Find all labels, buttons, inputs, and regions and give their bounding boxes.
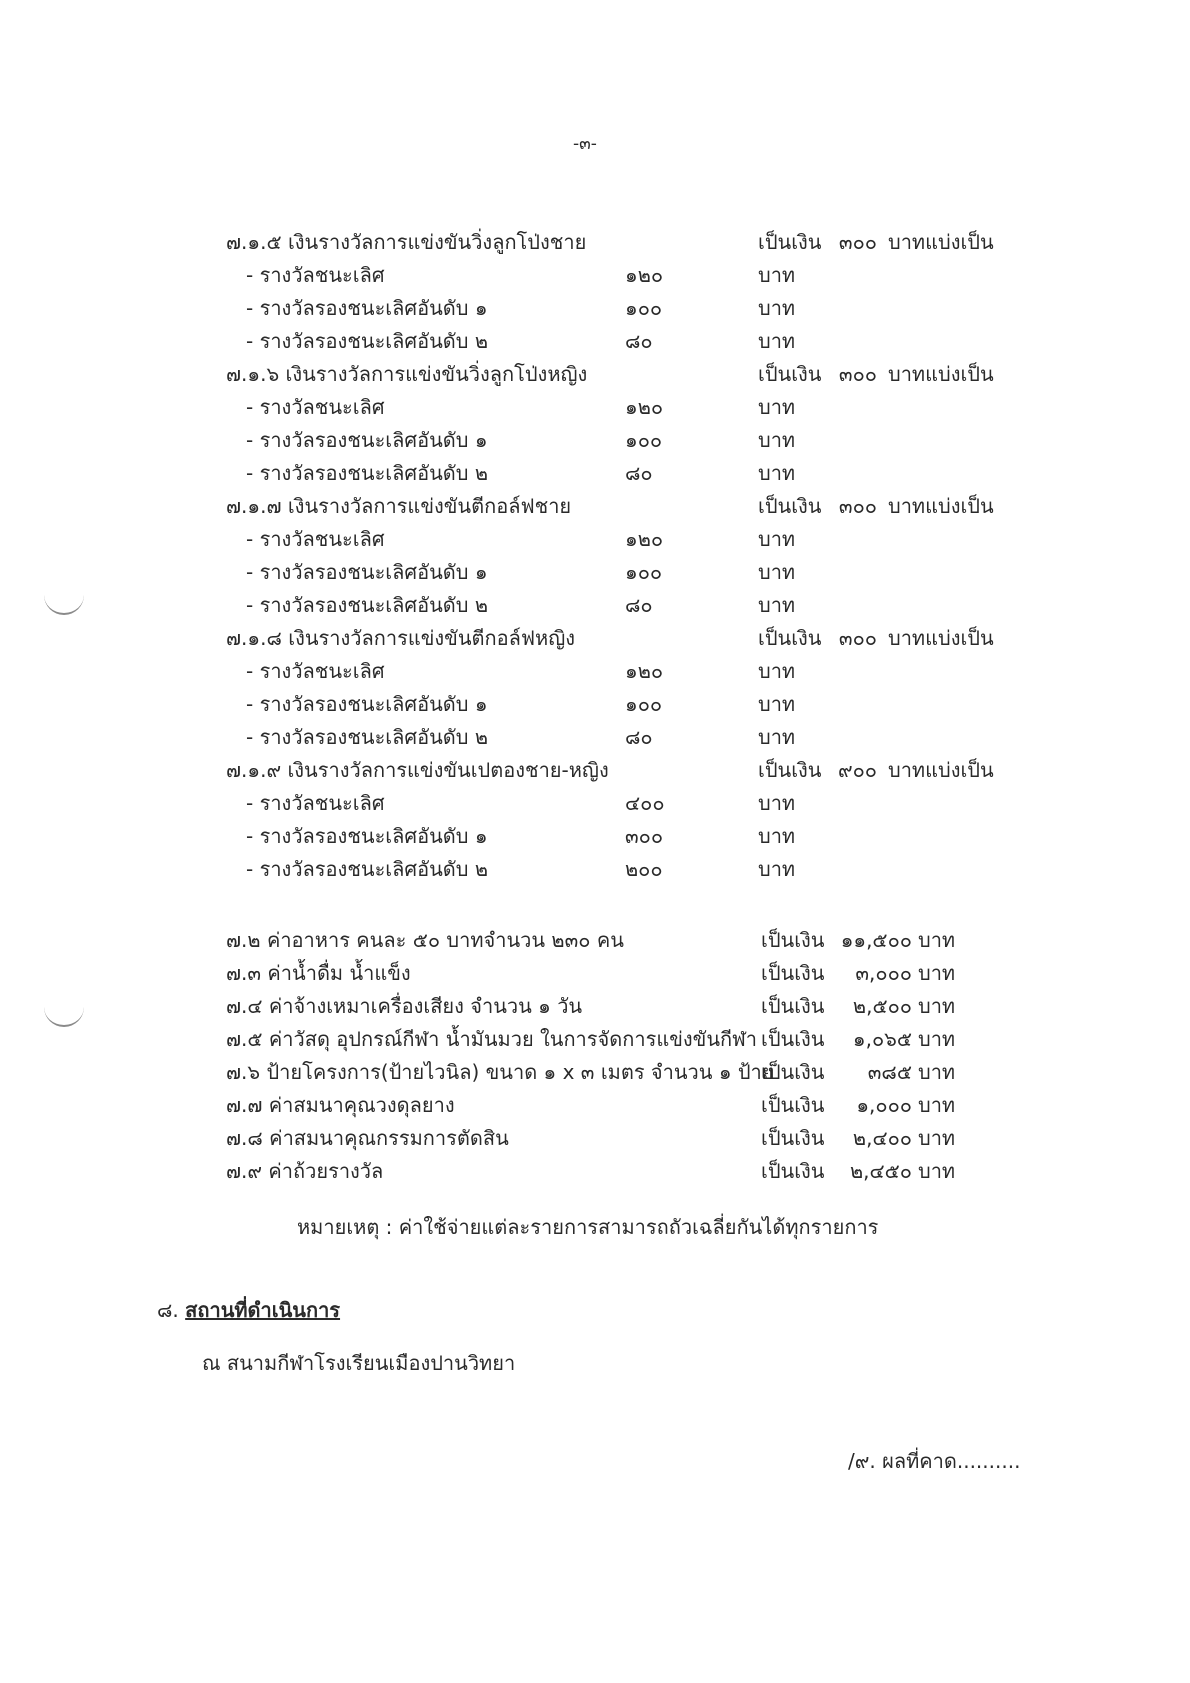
expense-unit: บาท: [918, 1060, 956, 1084]
award-total-prefix: เป็นเงิน: [758, 494, 822, 518]
prize-label: - รางวัลชนะเลิศ: [246, 659, 385, 683]
award-total-prefix: เป็นเงิน: [758, 758, 822, 782]
prize-label: - รางวัลรองชนะเลิศอันดับ ๑: [246, 560, 488, 584]
expense-amount: ๑,๐๖๕: [852, 1027, 912, 1051]
award-total-amount: ๓๐๐: [838, 230, 877, 254]
prize-amount: ๑๒๐: [625, 659, 664, 683]
expense-unit: บาท: [918, 928, 956, 952]
prize-unit: บาท: [758, 395, 796, 419]
prize-amount: ๘๐: [625, 593, 653, 617]
prize-amount: ๑๒๐: [625, 527, 664, 551]
prize-label: - รางวัลชนะเลิศ: [246, 395, 385, 419]
expense-prefix: เป็นเงิน: [761, 1060, 825, 1084]
expense-label: ๗.๔ ค่าจ้างเหมาเครื่องเสียง จำนวน ๑ วัน: [226, 994, 583, 1018]
section-title: สถานที่ดำเนินการ: [185, 1298, 341, 1322]
page-number: -๓-: [573, 134, 597, 154]
award-total-suffix: บาทแบ่งเป็น: [888, 362, 994, 386]
prize-unit: บาท: [758, 593, 796, 617]
expense-amount: ๑๑,๕๐๐: [840, 928, 912, 952]
prize-label: - รางวัลชนะเลิศ: [246, 263, 385, 287]
expense-amount: ๑,๐๐๐: [856, 1093, 912, 1117]
expense-prefix: เป็นเงิน: [761, 961, 825, 985]
expense-label: ๗.๒ ค่าอาหาร คนละ ๕๐ บาทจำนวน ๒๓๐ คน: [226, 928, 624, 952]
expense-amount: ๓๘๕: [867, 1060, 912, 1084]
prize-amount: ๒๐๐: [625, 857, 663, 881]
prize-unit: บาท: [758, 824, 796, 848]
award-total-prefix: เป็นเงิน: [758, 626, 822, 650]
prize-unit: บาท: [758, 428, 796, 452]
award-total-amount: ๙๐๐: [837, 758, 877, 782]
prize-label: - รางวัลรองชนะเลิศอันดับ ๒: [246, 725, 489, 749]
award-total-prefix: เป็นเงิน: [758, 362, 822, 386]
award-group-heading: ๗.๑.๘ เงินรางวัลการแข่งขันตีกอล์ฟหญิง: [226, 626, 576, 650]
expense-prefix: เป็นเงิน: [761, 1093, 825, 1117]
remark-note: หมายเหตุ : ค่าใช้จ่ายแต่ละรายการสามารถถัวเฉลี่ยกันได้ทุกรายการ: [297, 1215, 879, 1239]
award-total-suffix: บาทแบ่งเป็น: [888, 230, 994, 254]
expense-unit: บาท: [918, 1093, 956, 1117]
prize-amount: ๑๐๐: [625, 296, 663, 320]
prize-unit: บาท: [758, 329, 796, 353]
prize-amount: ๘๐: [625, 329, 653, 353]
award-total-suffix: บาทแบ่งเป็น: [888, 758, 994, 782]
prize-label: - รางวัลรองชนะเลิศอันดับ ๑: [246, 428, 488, 452]
expense-unit: บาท: [918, 961, 956, 985]
expense-label: ๗.๗ ค่าสมนาคุณวงดุลยาง: [226, 1093, 455, 1117]
prize-amount: ๘๐: [625, 461, 653, 485]
prize-amount: ๔๐๐: [625, 791, 665, 815]
prize-amount: ๑๐๐: [625, 428, 663, 452]
prize-amount: ๘๐: [625, 725, 653, 749]
award-total-suffix: บาทแบ่งเป็น: [888, 494, 994, 518]
prize-label: - รางวัลรองชนะเลิศอันดับ ๒: [246, 857, 489, 881]
award-total-amount: ๓๐๐: [838, 626, 877, 650]
prize-amount: ๑๐๐: [625, 560, 663, 584]
expense-label: ๗.๘ ค่าสมนาคุณกรรมการตัดสิน: [226, 1126, 509, 1150]
prize-label: - รางวัลรองชนะเลิศอันดับ ๒: [246, 593, 489, 617]
expense-prefix: เป็นเงิน: [761, 928, 825, 952]
expense-prefix: เป็นเงิน: [761, 1126, 825, 1150]
punch-hole-mark: [44, 595, 84, 615]
prize-unit: บาท: [758, 527, 796, 551]
prize-label: - รางวัลรองชนะเลิศอันดับ ๑: [246, 296, 488, 320]
expense-unit: บาท: [918, 994, 956, 1018]
award-group-heading: ๗.๑.๗ เงินรางวัลการแข่งขันตีกอล์ฟชาย: [226, 494, 572, 518]
award-total-amount: ๓๐๐: [838, 494, 877, 518]
expense-amount: ๒,๔๕๐: [849, 1159, 912, 1183]
expense-unit: บาท: [918, 1027, 956, 1051]
prize-unit: บาท: [758, 560, 796, 584]
section-8-heading: [157, 1298, 340, 1322]
award-group-heading: ๗.๑.๖ เงินรางวัลการแข่งขันวิ่งลูกโป่งหญิง: [226, 362, 588, 386]
expense-label: ๗.๖ ป้ายโครงการ(ป้ายไวนิล) ขนาด ๑ x ๓ เมตร จำนวน ๑ ป้าย: [226, 1060, 774, 1084]
expense-label: ๗.๕ ค่าวัสดุ อุปกรณ์กีฬา น้ำมันมวย ในการจัดการแข่งขันกีฬา: [226, 1027, 758, 1051]
prize-amount: ๑๐๐: [625, 692, 663, 716]
expense-label: ๗.๙ ค่าถ้วยรางวัล: [226, 1159, 384, 1183]
prize-unit: บาท: [758, 857, 796, 881]
award-total-suffix: บาทแบ่งเป็น: [888, 626, 994, 650]
expense-amount: ๒,๔๐๐: [852, 1126, 912, 1150]
punch-hole-mark: [44, 1007, 84, 1027]
prize-label: - รางวัลรองชนะเลิศอันดับ ๑: [246, 692, 488, 716]
location-text: ณ สนามกีฬาโรงเรียนเมืองปานวิทยา: [202, 1351, 516, 1375]
expense-amount: ๒,๕๐๐: [852, 994, 912, 1018]
prize-unit: บาท: [758, 692, 796, 716]
prize-unit: บาท: [758, 725, 796, 749]
expense-prefix: เป็นเงิน: [761, 1159, 825, 1183]
prize-unit: บาท: [758, 263, 796, 287]
award-group-heading: ๗.๑.๙ เงินรางวัลการแข่งขันเปตองชาย-หญิง: [226, 758, 609, 782]
prize-label: - รางวัลรองชนะเลิศอันดับ ๒: [246, 329, 489, 353]
prize-label: - รางวัลรองชนะเลิศอันดับ ๒: [246, 461, 489, 485]
prize-amount: ๑๒๐: [625, 395, 664, 419]
award-total-prefix: เป็นเงิน: [758, 230, 822, 254]
award-group-heading: ๗.๑.๕ เงินรางวัลการแข่งขันวิ่งลูกโป่งชาย: [226, 230, 587, 254]
prize-unit: บาท: [758, 296, 796, 320]
continuation-text: /๙. ผลที่คาด..........: [848, 1449, 1021, 1473]
expense-prefix: เป็นเงิน: [761, 1027, 825, 1051]
expense-prefix: เป็นเงิน: [761, 994, 825, 1018]
prize-label: - รางวัลรองชนะเลิศอันดับ ๑: [246, 824, 488, 848]
expense-label: ๗.๓ ค่าน้ำดื่ม น้ำแข็ง: [226, 961, 411, 985]
section-number: ๘.: [157, 1298, 179, 1322]
prize-unit: บาท: [758, 791, 796, 815]
prize-amount: ๓๐๐: [625, 824, 664, 848]
prize-label: - รางวัลชนะเลิศ: [246, 791, 385, 815]
award-total-amount: ๓๐๐: [838, 362, 877, 386]
expense-unit: บาท: [918, 1126, 956, 1150]
prize-label: - รางวัลชนะเลิศ: [246, 527, 385, 551]
prize-unit: บาท: [758, 461, 796, 485]
prize-amount: ๑๒๐: [625, 263, 664, 287]
expense-amount: ๓,๐๐๐: [855, 961, 912, 985]
prize-unit: บาท: [758, 659, 796, 683]
expense-unit: บาท: [918, 1159, 956, 1183]
